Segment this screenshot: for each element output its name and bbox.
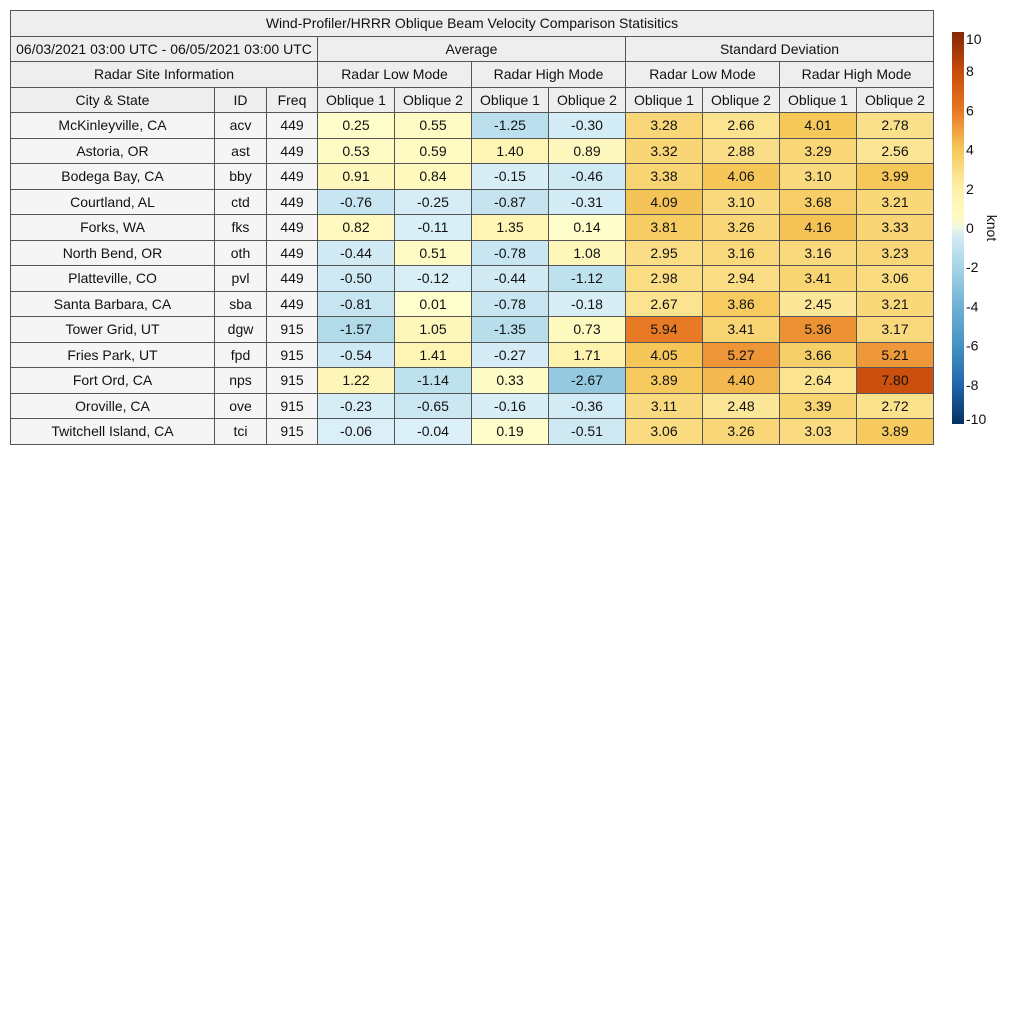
avg-high-oblique2-cell: -0.51 (549, 419, 626, 445)
std-low-oblique1-cell: 2.98 (626, 266, 703, 292)
avg-low-mode-header: Radar Low Mode (318, 62, 472, 88)
freq-cell: 915 (267, 317, 318, 343)
std-header: Standard Deviation (626, 36, 934, 62)
std-low-oblique1-cell: 3.28 (626, 113, 703, 139)
std-low-oblique2-cell: 3.86 (703, 291, 780, 317)
avg-high-oblique2-cell: -0.46 (549, 164, 626, 190)
std-low-oblique2-cell: 2.88 (703, 138, 780, 164)
avg-low-oblique2-header: Oblique 2 (395, 87, 472, 113)
std-low-oblique2-cell: 4.06 (703, 164, 780, 190)
avg-low-oblique1-cell: 1.22 (318, 368, 395, 394)
avg-high-oblique1-cell: -0.78 (472, 291, 549, 317)
avg-low-oblique2-cell: -0.04 (395, 419, 472, 445)
avg-low-oblique1-cell: 0.91 (318, 164, 395, 190)
std-low-oblique2-header: Oblique 2 (703, 87, 780, 113)
std-high-oblique2-cell: 3.99 (857, 164, 934, 190)
city-cell: Astoria, OR (11, 138, 215, 164)
colorbar-unit-label: knot (984, 214, 1000, 242)
std-high-oblique2-cell: 3.17 (857, 317, 934, 343)
std-high-oblique1-cell: 2.64 (780, 368, 857, 394)
city-cell: Oroville, CA (11, 393, 215, 419)
freq-cell: 915 (267, 368, 318, 394)
std-high-oblique1-cell: 3.29 (780, 138, 857, 164)
std-low-oblique1-header: Oblique 1 (626, 87, 703, 113)
city-cell: Courtland, AL (11, 189, 215, 215)
table-row (11, 317, 934, 343)
id-cell: fpd (215, 342, 267, 368)
avg-high-oblique1-cell: -0.16 (472, 393, 549, 419)
std-high-oblique2-cell: 3.21 (857, 291, 934, 317)
freq-cell: 915 (267, 419, 318, 445)
avg-high-mode-header: Radar High Mode (472, 62, 626, 88)
std-high-oblique1-cell: 5.36 (780, 317, 857, 343)
std-low-mode-header: Radar Low Mode (626, 62, 780, 88)
avg-high-oblique1-cell: -0.87 (472, 189, 549, 215)
colorbar-tick-label: 0 (966, 220, 974, 236)
std-low-oblique1-cell: 2.95 (626, 240, 703, 266)
std-high-oblique2-cell: 2.72 (857, 393, 934, 419)
id-cell: ctd (215, 189, 267, 215)
freq-cell: 449 (267, 266, 318, 292)
colorbar (950, 30, 1020, 430)
table-row (11, 266, 934, 292)
avg-high-oblique2-cell: -0.30 (549, 113, 626, 139)
id-cell: pvl (215, 266, 267, 292)
avg-high-oblique1-cell: -1.25 (472, 113, 549, 139)
std-high-oblique2-cell: 3.89 (857, 419, 934, 445)
std-high-oblique2-cell: 3.23 (857, 240, 934, 266)
city-cell: North Bend, OR (11, 240, 215, 266)
id-cell: dgw (215, 317, 267, 343)
freq-cell: 915 (267, 393, 318, 419)
avg-high-oblique1-cell: 0.33 (472, 368, 549, 394)
avg-low-oblique2-cell: 0.84 (395, 164, 472, 190)
avg-low-oblique2-cell: 0.51 (395, 240, 472, 266)
avg-low-oblique2-cell: -1.14 (395, 368, 472, 394)
average-header: Average (318, 36, 626, 62)
table-row (11, 368, 934, 394)
id-cell: acv (215, 113, 267, 139)
avg-low-oblique2-cell: 0.59 (395, 138, 472, 164)
std-low-oblique1-cell: 4.09 (626, 189, 703, 215)
table-row (11, 164, 934, 190)
table-row (11, 342, 934, 368)
std-high-oblique1-cell: 3.41 (780, 266, 857, 292)
colorbar-tick-label: -2 (966, 259, 979, 276)
std-low-oblique2-cell: 2.48 (703, 393, 780, 419)
avg-low-oblique1-cell: -0.06 (318, 419, 395, 445)
id-cell: bby (215, 164, 267, 190)
table-body (11, 113, 934, 445)
city-cell: Bodega Bay, CA (11, 164, 215, 190)
std-high-oblique2-cell: 5.21 (857, 342, 934, 368)
table-row (11, 393, 934, 419)
table-row (11, 419, 934, 445)
avg-low-oblique2-cell: 1.41 (395, 342, 472, 368)
avg-high-oblique2-cell: 1.71 (549, 342, 626, 368)
avg-high-oblique2-cell: 0.73 (549, 317, 626, 343)
std-low-oblique1-cell: 4.05 (626, 342, 703, 368)
city-column-header: City & State (11, 87, 215, 113)
std-low-oblique2-cell: 5.27 (703, 342, 780, 368)
colorbar-tick-label: -8 (966, 376, 979, 393)
colorbar-tick-label: -6 (966, 337, 979, 354)
std-high-oblique2-cell: 3.33 (857, 215, 934, 241)
std-low-oblique2-cell: 4.40 (703, 368, 780, 394)
std-high-oblique1-cell: 3.39 (780, 393, 857, 419)
id-cell: nps (215, 368, 267, 394)
avg-high-oblique1-cell: -0.44 (472, 266, 549, 292)
avg-high-oblique2-cell: -2.67 (549, 368, 626, 394)
std-low-oblique2-cell: 3.26 (703, 419, 780, 445)
id-cell: sba (215, 291, 267, 317)
avg-low-oblique2-cell: -0.12 (395, 266, 472, 292)
date-range: 06/03/2021 03:00 UTC - 06/05/2021 03:00 UTC (11, 36, 318, 62)
avg-low-oblique1-cell: 0.82 (318, 215, 395, 241)
city-cell: Fries Park, UT (11, 342, 215, 368)
avg-high-oblique1-header: Oblique 1 (472, 87, 549, 113)
avg-low-oblique2-cell: -0.11 (395, 215, 472, 241)
avg-high-oblique2-cell: 0.14 (549, 215, 626, 241)
freq-column-header: Freq (267, 87, 318, 113)
avg-low-oblique1-cell: -0.54 (318, 342, 395, 368)
city-cell: Fort Ord, CA (11, 368, 215, 394)
avg-low-oblique1-cell: -0.44 (318, 240, 395, 266)
freq-cell: 449 (267, 164, 318, 190)
avg-low-oblique1-cell: -1.57 (318, 317, 395, 343)
colorbar-tick-label: 2 (966, 180, 974, 197)
std-low-oblique2-cell: 3.41 (703, 317, 780, 343)
avg-low-oblique1-cell: -0.50 (318, 266, 395, 292)
std-low-oblique2-cell: 3.16 (703, 240, 780, 266)
avg-high-oblique2-header: Oblique 2 (549, 87, 626, 113)
colorbar-tick-label: -10 (966, 411, 987, 427)
avg-low-oblique1-cell: -0.81 (318, 291, 395, 317)
std-high-oblique1-header: Oblique 1 (780, 87, 857, 113)
avg-high-oblique2-cell: -1.12 (549, 266, 626, 292)
colorbar-tick-label: 10 (966, 31, 982, 47)
table-row (11, 291, 934, 317)
avg-low-oblique1-cell: -0.23 (318, 393, 395, 419)
avg-low-oblique2-cell: 0.01 (395, 291, 472, 317)
std-high-oblique2-cell: 3.21 (857, 189, 934, 215)
std-high-oblique2-cell: 2.56 (857, 138, 934, 164)
table-row (11, 189, 934, 215)
freq-cell: 449 (267, 138, 318, 164)
avg-high-oblique1-cell: -0.78 (472, 240, 549, 266)
avg-low-oblique1-cell: 0.53 (318, 138, 395, 164)
avg-low-oblique2-cell: 1.05 (395, 317, 472, 343)
freq-cell: 449 (267, 291, 318, 317)
city-cell: Santa Barbara, CA (11, 291, 215, 317)
std-low-oblique1-cell: 3.11 (626, 393, 703, 419)
freq-cell: 449 (267, 215, 318, 241)
std-low-oblique1-cell: 3.32 (626, 138, 703, 164)
id-cell: ove (215, 393, 267, 419)
id-cell: oth (215, 240, 267, 266)
avg-high-oblique2-cell: 0.89 (549, 138, 626, 164)
id-cell: fks (215, 215, 267, 241)
colorbar-tick-label: 4 (966, 141, 974, 158)
std-high-oblique1-cell: 2.45 (780, 291, 857, 317)
site-info-header: Radar Site Information (11, 62, 318, 88)
std-low-oblique2-cell: 2.94 (703, 266, 780, 292)
std-low-oblique2-cell: 3.10 (703, 189, 780, 215)
std-low-oblique1-cell: 3.81 (626, 215, 703, 241)
avg-high-oblique2-cell: -0.18 (549, 291, 626, 317)
id-cell: tci (215, 419, 267, 445)
avg-low-oblique2-cell: -0.65 (395, 393, 472, 419)
std-low-oblique1-cell: 3.89 (626, 368, 703, 394)
std-high-oblique2-cell: 3.06 (857, 266, 934, 292)
colorbar-ticks (966, 31, 986, 427)
std-low-oblique2-cell: 3.26 (703, 215, 780, 241)
avg-high-oblique1-cell: -1.35 (472, 317, 549, 343)
avg-high-oblique1-cell: 0.19 (472, 419, 549, 445)
city-cell: McKinleyville, CA (11, 113, 215, 139)
table-row (11, 215, 934, 241)
colorbar-tick-label: 6 (966, 102, 974, 119)
std-high-oblique1-cell: 4.01 (780, 113, 857, 139)
avg-low-oblique1-header: Oblique 1 (318, 87, 395, 113)
table-row (11, 138, 934, 164)
std-high-oblique1-cell: 4.16 (780, 215, 857, 241)
std-high-oblique1-cell: 3.68 (780, 189, 857, 215)
colorbar-gradient (952, 32, 964, 424)
avg-high-oblique1-cell: 1.40 (472, 138, 549, 164)
freq-cell: 449 (267, 113, 318, 139)
id-cell: ast (215, 138, 267, 164)
city-cell: Twitchell Island, CA (11, 419, 215, 445)
avg-low-oblique2-cell: 0.55 (395, 113, 472, 139)
id-column-header: ID (215, 87, 267, 113)
std-low-oblique1-cell: 3.06 (626, 419, 703, 445)
table-row (11, 113, 934, 139)
std-low-oblique1-cell: 3.38 (626, 164, 703, 190)
city-cell: Forks, WA (11, 215, 215, 241)
avg-low-oblique1-cell: -0.76 (318, 189, 395, 215)
stats-table (10, 10, 934, 445)
avg-high-oblique1-cell: -0.27 (472, 342, 549, 368)
avg-low-oblique1-cell: 0.25 (318, 113, 395, 139)
avg-high-oblique2-cell: -0.31 (549, 189, 626, 215)
freq-cell: 915 (267, 342, 318, 368)
std-high-oblique2-header: Oblique 2 (857, 87, 934, 113)
avg-high-oblique1-cell: 1.35 (472, 215, 549, 241)
freq-cell: 449 (267, 240, 318, 266)
city-cell: Platteville, CO (11, 266, 215, 292)
std-low-oblique1-cell: 2.67 (626, 291, 703, 317)
std-high-oblique1-cell: 3.66 (780, 342, 857, 368)
std-high-oblique1-cell: 3.03 (780, 419, 857, 445)
avg-high-oblique2-cell: 1.08 (549, 240, 626, 266)
avg-high-oblique2-cell: -0.36 (549, 393, 626, 419)
avg-high-oblique1-cell: -0.15 (472, 164, 549, 190)
colorbar-tick-label: 8 (966, 63, 974, 80)
colorbar-tick-label: -4 (966, 298, 979, 315)
std-high-mode-header: Radar High Mode (780, 62, 934, 88)
city-cell: Tower Grid, UT (11, 317, 215, 343)
std-low-oblique1-cell: 5.94 (626, 317, 703, 343)
std-high-oblique1-cell: 3.16 (780, 240, 857, 266)
table-row (11, 240, 934, 266)
std-high-oblique1-cell: 3.10 (780, 164, 857, 190)
std-low-oblique2-cell: 2.66 (703, 113, 780, 139)
std-high-oblique2-cell: 7.80 (857, 368, 934, 394)
freq-cell: 449 (267, 189, 318, 215)
avg-low-oblique2-cell: -0.25 (395, 189, 472, 215)
table-title: Wind-Profiler/HRRR Oblique Beam Velocity Comparison Statisitics (11, 11, 934, 37)
std-high-oblique2-cell: 2.78 (857, 113, 934, 139)
